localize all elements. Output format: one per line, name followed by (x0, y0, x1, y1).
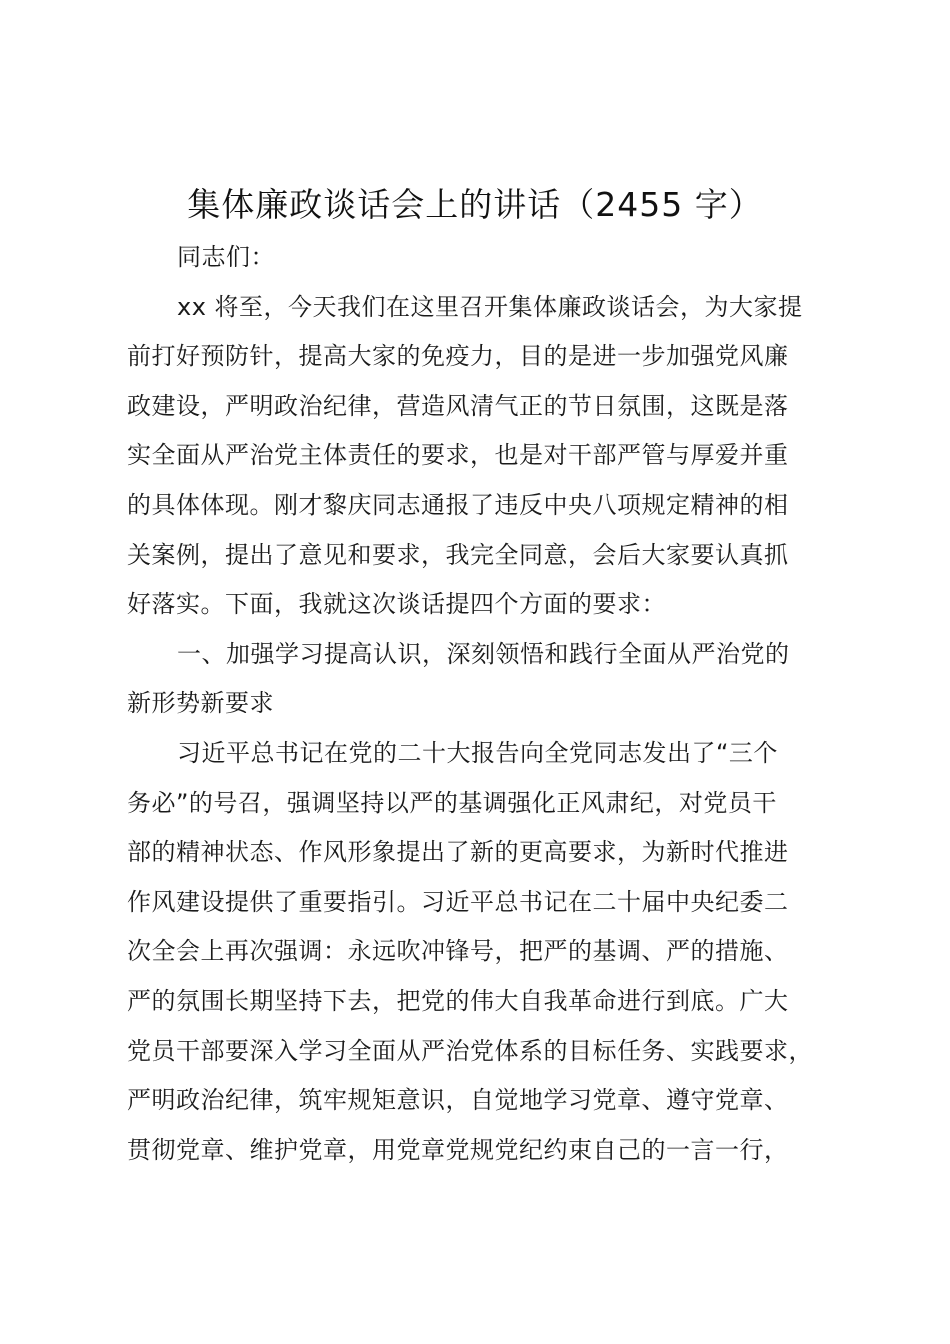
paragraph-line: 政建设，严明政治纪律，营造风清气正的节日氛围，这既是落 (127, 391, 789, 420)
paragraph-line: 贯彻党章、维护党章，用党章党规党纪约束自己的一言一行， (127, 1135, 789, 1164)
section-heading-line: 一、加强学习提高认识，深刻领悟和践行全面从严治党的 (177, 639, 790, 668)
document-title: 集体廉政谈话会上的讲话（2455 字） (187, 185, 763, 224)
paragraph-line: 严明政治纪律，筑牢规矩意识，自觉地学习党章、遵守党章、 (127, 1086, 789, 1115)
paragraph-line: xx 将至，今天我们在这里召开集体廉政谈话会，为大家提 (177, 292, 803, 321)
paragraph-line: 关案例，提出了意见和要求，我完全同意，会后大家要认真抓 (127, 540, 789, 569)
document-body (127, 233, 847, 1175)
paragraph-line: 次全会上再次强调：永远吹冲锋号，把严的基调、严的措施、 (127, 937, 789, 966)
paragraph-line: 作风建设提供了重要指引。习近平总书记在二十届中央纪委二 (127, 887, 789, 916)
paragraph-line: 党员干部要深入学习全面从严治党体系的目标任务、实践要求， (127, 1036, 813, 1065)
paragraph-line: 实全面从严治党主体责任的要求，也是对干部严管与厚爱并重 (127, 441, 789, 470)
paragraph-line: 前打好预防针，提高大家的免疫力，目的是进一步加强党风廉 (127, 342, 789, 371)
section-heading-line: 新形势新要求 (127, 689, 274, 718)
salutation-line: 同志们： (177, 243, 275, 271)
paragraph-line: 部的精神状态、作风形象提出了新的更高要求，为新时代推进 (127, 838, 789, 867)
paragraph-line: 严的氛围长期坚持下去，把党的伟大自我革命进行到底。广大 (127, 986, 789, 1015)
paragraph-line: 务必”的号召，强调坚持以严的基调强化正风肃纪，对党员干 (127, 788, 777, 817)
paragraph-line: 习近平总书记在党的二十大报告向全党同志发出了“三个 (177, 738, 778, 767)
paragraph-line: 好落实。下面，我就这次谈话提四个方面的要求： (127, 590, 666, 619)
paragraph-line: 的具体体现。刚才黎庆同志通报了违反中央八项规定精神的相 (127, 490, 789, 519)
